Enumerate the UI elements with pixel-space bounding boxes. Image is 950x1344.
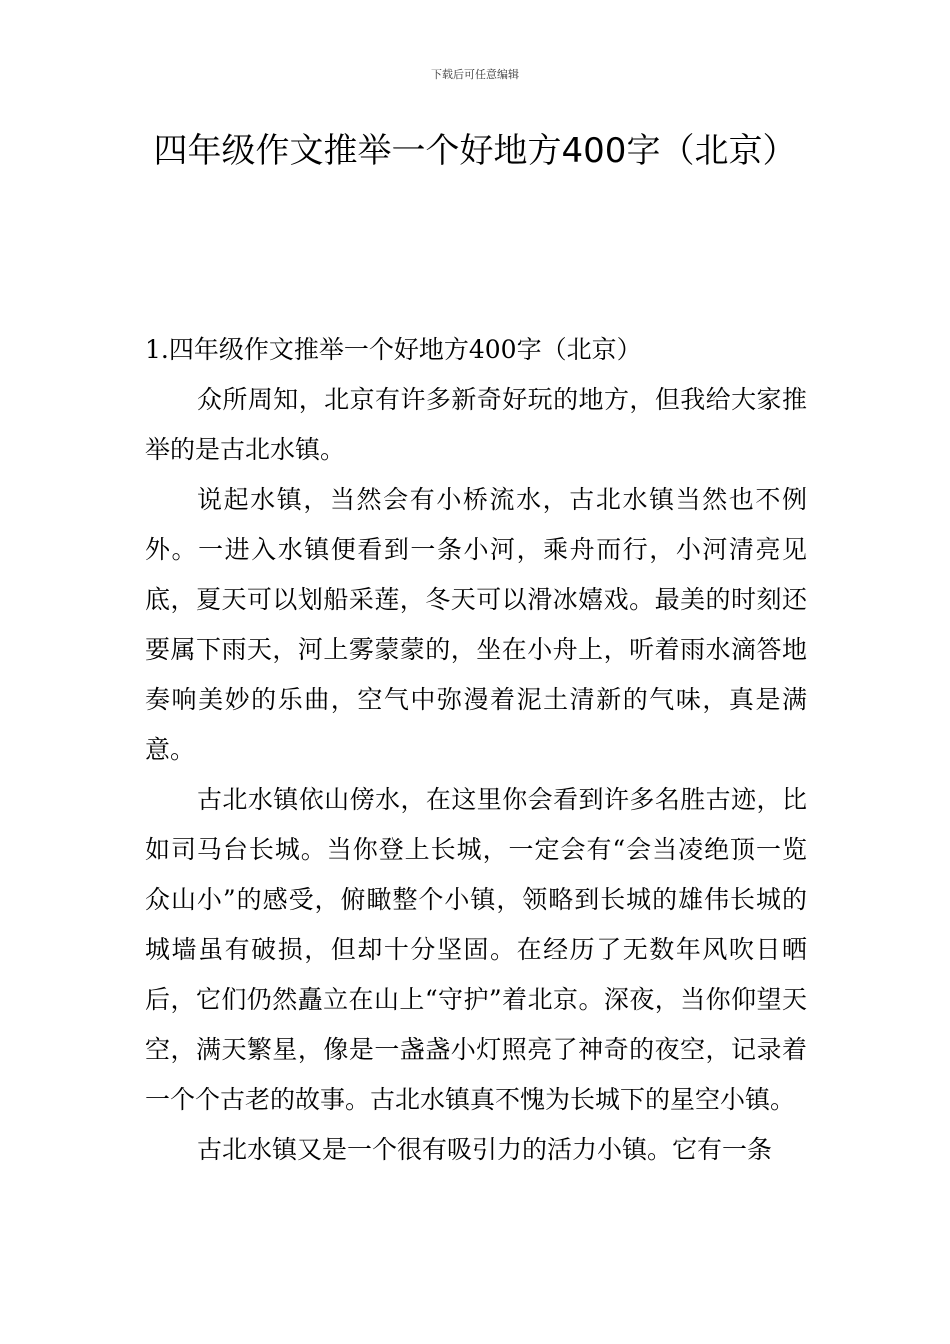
paragraph-2: 说起水镇，当然会有小桥流水，古北水镇当然也不例外。一进入水镇便看到一条小河，乘舟而行，小河清亮见底，夏天可以划船采莲，冬天可以滑冰嬉戏。最美的时刻还要属下雨天，河上雾蒙蒙的，坐在小舟上，听着雨水滴答地奏响美妙的乐曲，空气中弥漫着泥土清新的气味，真是满意。 bbox=[145, 485, 807, 764]
section-heading: 1.四年级作文推举一个好地方400字（北京） bbox=[145, 335, 642, 364]
document-body bbox=[145, 325, 807, 1175]
header-note: 下载后可任意编辑 bbox=[431, 68, 519, 81]
paragraph-3: 古北水镇依山傍水，在这里你会看到许多名胜古迹，比如司马台长城。当你登上长城，一定会有“会当凌绝顶一览众山小”的感受，俯瞰整个小镇，领略到长城的雄伟长城的城墙虽有破损，但却十分坚固。在经历了无数年风吹日晒后，它们仍然矗立在山上“守护”着北京。深夜，当你仰望天空，满天繁星，像是一盏盏小灯照亮了神奇的夜空，记录着一个个古老的故事。古北水镇真不愧为长城下的星空小镇。 bbox=[145, 785, 807, 1114]
paragraph-4: 古北水镇又是一个很有吸引力的活力小镇。它有一条 bbox=[197, 1135, 773, 1164]
document-title: 四年级作文推举一个好地方400字（北京） bbox=[153, 131, 797, 171]
paragraph-1: 众所周知，北京有许多新奇好玩的地方，但我给大家推举的是古北水镇。 bbox=[145, 385, 807, 464]
